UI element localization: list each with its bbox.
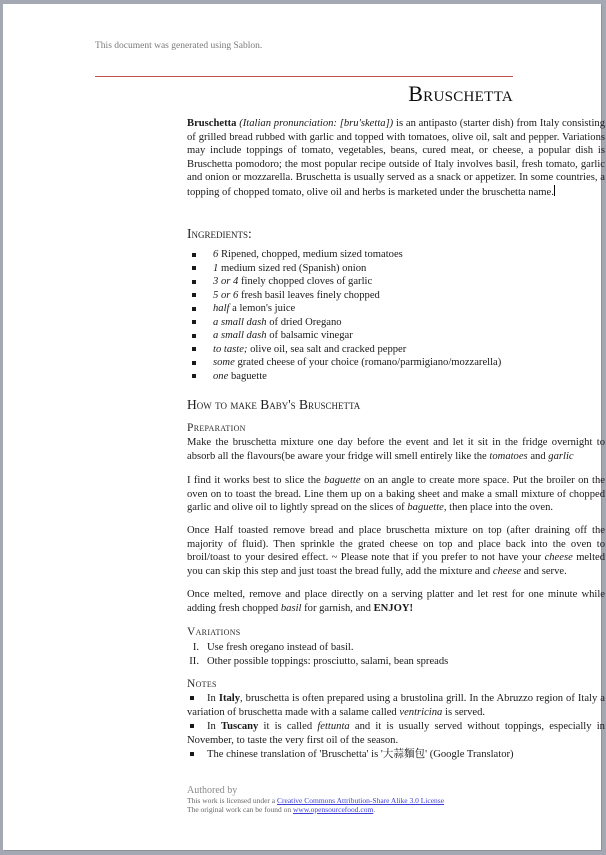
text: Make the bruschetta mixture one day before the event and let it sit in the fridge overnight to absorb all the flavours(be aware your fridge will smell entirely like the	[187, 437, 605, 462]
variations-heading: Variations	[187, 626, 241, 638]
ingredient-qty: 1	[213, 262, 219, 274]
text: melted you can skip this step and just toast the bread fully, add the mixture and	[187, 552, 606, 577]
list-item	[187, 275, 501, 289]
strong-text: Italy	[218, 693, 241, 704]
license-line	[187, 796, 444, 805]
origin-line	[187, 805, 444, 814]
ingredient-qty: one	[213, 370, 229, 382]
preparation-paragraph-3	[187, 524, 605, 578]
origin-link[interactable]: www.opensourcefood.com	[293, 805, 374, 814]
text: , bruschetta is often prepared using a brustolina grill. In the Abruzzo region of Italy a variation of bruschetta made with a salame called	[187, 693, 605, 718]
bullet-icon	[192, 374, 196, 378]
emphasis: ventricina	[399, 706, 443, 718]
emphasis: garlic	[548, 450, 574, 462]
ingredient-text: of balsamic vinegar	[269, 330, 353, 341]
variations-list	[177, 641, 448, 669]
emphasis: tomatoes	[489, 450, 528, 462]
bullet-icon	[192, 334, 196, 338]
text: Once melted, remove and place directly on a serving platter and let rest for one minute while adding fresh chopped	[187, 589, 605, 614]
ingredient-qty: some	[213, 357, 235, 368]
emphasis: baguette,	[407, 502, 447, 513]
emphasis: baguette	[324, 475, 361, 486]
ingredient-text: of dried Oregano	[269, 316, 342, 328]
origin-prefix: The original work can be found on	[187, 805, 292, 814]
bullet-icon	[192, 293, 196, 297]
ingredient-text: olive oil, sea salt and cracked pepper	[250, 343, 407, 355]
preparation-paragraph-1	[187, 436, 605, 463]
ingredient-text: fresh basil leaves finely chopped	[240, 289, 380, 301]
ingredients-heading: Ingredients:	[187, 226, 252, 241]
list-item	[187, 329, 501, 343]
title-rule	[95, 76, 513, 77]
origin-suffix: .	[373, 805, 376, 814]
notes-heading: Notes	[187, 678, 217, 690]
variation-text: Use fresh oregano instead of basil.	[207, 642, 354, 653]
ingredient-qty: 3 or 4	[213, 276, 239, 287]
emphasis: cheese	[544, 552, 573, 563]
bullet-icon	[192, 253, 196, 257]
license-prefix: This work is licensed under a	[187, 796, 276, 805]
ingredient-text: baguette	[230, 370, 267, 382]
preparation-heading: Preparation	[187, 422, 246, 434]
ingredient-text: Ripened, chopped, medium sized tomatoes	[220, 249, 403, 260]
strong-text: Tuscany	[221, 721, 259, 732]
list-item	[187, 343, 501, 357]
list-item	[177, 655, 448, 669]
text: and	[530, 450, 546, 462]
bullet-icon	[192, 280, 196, 284]
preparation-paragraph-2	[187, 474, 605, 515]
intro-paragraph[interactable]	[187, 117, 605, 199]
header-note: This document was generated using Sablon.	[95, 41, 263, 51]
text: Once Half toasted remove bread and place bruschetta mixture on top (after draining off the majority of fluid). Then sprinkle the grated cheese on top and place back into the oven to broil/toast to your desired effect. ~ Please note that if you prefer to not have your	[187, 525, 605, 563]
list-item	[187, 289, 501, 303]
text: then place into the oven.	[449, 502, 554, 513]
bullet-icon	[190, 696, 194, 700]
text: In	[207, 721, 216, 732]
text: I find it works best to slice the	[187, 475, 321, 486]
bullet-icon	[192, 320, 196, 324]
intro-term: Bruschetta	[187, 118, 237, 129]
ingredient-text: medium sized red (Spanish) onion	[220, 262, 367, 274]
howto-heading: How to make Baby's Bruschetta	[187, 397, 361, 412]
text: The chinese translation of 'Bruschetta' is '大蒜麵包' (Google Translator)	[207, 749, 514, 760]
text: on an angle to create more space. Put the broiler on the oven on to toast the bread. Line them up on a baking sheet and make a small mixture of chopped garlic and olive oil to lightly spread on the slices of	[187, 475, 605, 513]
list-number: II.	[189, 656, 199, 667]
document-page	[3, 4, 606, 850]
text-cursor	[554, 185, 555, 196]
emphasis: basil	[280, 602, 302, 614]
ingredient-text: grated cheese of your choice (romano/parmigiano/mozzarella)	[237, 357, 502, 368]
list-item	[187, 302, 501, 316]
ingredient-qty: to taste;	[213, 343, 248, 355]
license-link[interactable]: Creative Commons Attribution-Share Alike 3.0 License	[276, 796, 445, 805]
text: and serve.	[523, 565, 567, 577]
text: In	[207, 693, 216, 704]
ingredients-list	[187, 248, 501, 383]
preparation-paragraph-4	[187, 588, 605, 615]
intro-text: is an antipasto (starter dish) from Italy consisting of grilled bread rubbed with garlic and topped with tomatoes, olive oil, salt and pepper. Variations may include toppings of tomato, vegetables, beans, cured meat, or cheese, a popular dish is Bruschetta pomodoro; the most popular recipe outside of Italy involves basil, fresh tomato, garlic and onion or mozzarella. Bruschetta is usually served as a snack or appetizer. In some countries, a topping of chopped tomato, olive oil and herbs is marketed under the bruschetta name.	[187, 118, 605, 198]
bullet-icon	[192, 307, 196, 311]
ingredient-qty: 5 or 6	[213, 289, 239, 301]
ingredient-qty: a small dash	[213, 330, 267, 341]
footer	[187, 785, 444, 814]
list-number: I.	[192, 642, 199, 653]
list-item	[187, 356, 501, 370]
note-3	[187, 748, 605, 762]
strong-text: ENJOY!	[373, 602, 413, 614]
emphasis: cheese	[492, 565, 522, 577]
note-1	[187, 692, 605, 719]
bullet-icon	[192, 347, 196, 351]
list-item	[187, 248, 501, 262]
note-2	[187, 720, 605, 747]
bullet-icon	[192, 361, 196, 365]
emphasis: fettunta	[317, 721, 350, 732]
ingredient-qty: half	[213, 303, 230, 314]
intro-pronunciation: (Italian pronunciation: [bru'sketta])	[239, 118, 394, 129]
list-item	[187, 262, 501, 276]
text: is served.	[445, 706, 486, 718]
bullet-icon	[192, 266, 196, 270]
ingredient-qty: 6	[213, 249, 219, 260]
list-item	[177, 641, 448, 655]
variation-text: Other possible toppings: prosciutto, salami, bean spreads	[207, 656, 449, 667]
list-item	[187, 370, 501, 384]
page-title: Bruschetta	[408, 81, 513, 106]
bullet-icon	[190, 752, 194, 756]
ingredient-text: finely chopped cloves of garlic	[240, 276, 373, 287]
ingredient-qty: a small dash	[213, 316, 267, 328]
list-item	[187, 316, 501, 330]
bullet-icon	[190, 724, 194, 728]
text: and it is usually served without toppings, especially in November, to taste the very first oil of the season.	[187, 721, 605, 746]
ingredient-text: a lemon's juice	[232, 303, 296, 314]
authored-by: Authored by	[187, 785, 238, 796]
text: it is called	[263, 721, 313, 732]
text: for garnish, and	[304, 602, 371, 614]
